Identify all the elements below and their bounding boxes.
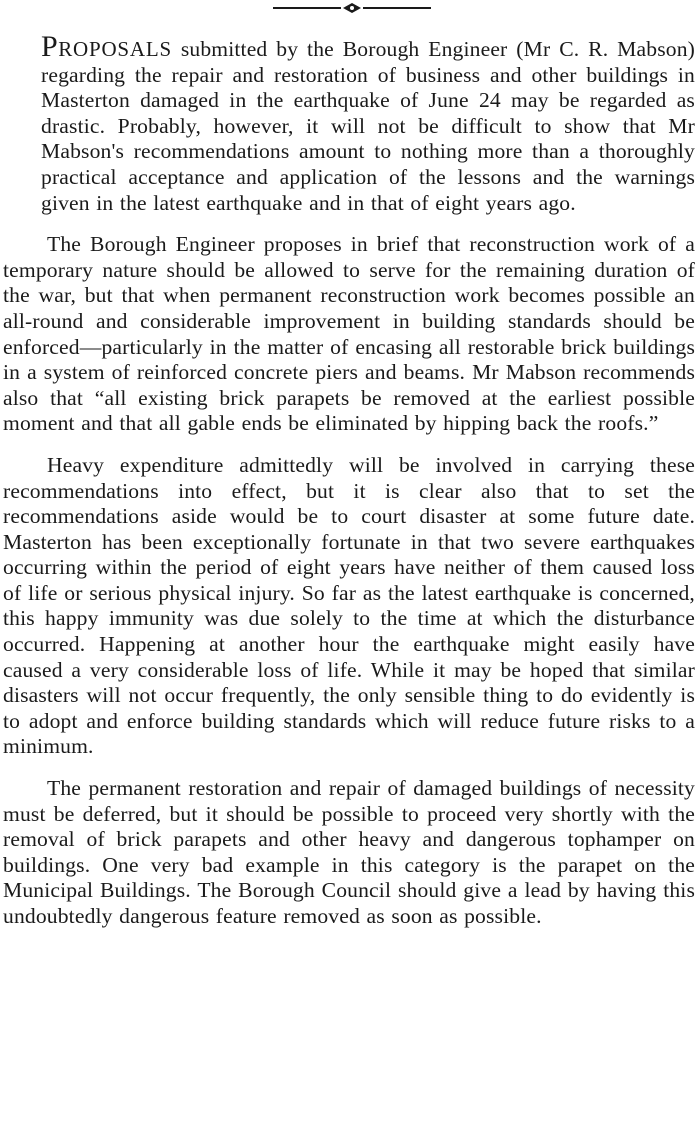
lead-paragraph (3, 30, 695, 216)
drop-cap: P (41, 30, 59, 63)
lead-caps-word: ROPOSALS (58, 37, 172, 61)
lead-text: submitted by the Borough Engineer (Mr C. R. Mabson) regarding the repair and restoration of business and other buildings in Masterton damaged in the earthquake of June 24 may be regarded as drastic. Probably, however, it will not be difficult to show that Mr Mabson's recommendations amount to nothing more than a thoroughly practical acceptance and application of the lessons and the warnings given in the latest earthquake and in that of eight years ago. (41, 37, 695, 215)
article-paragraph: The Borough Engineer proposes in brief that reconstruction work of a temporary nature should be allowed to serve for the remaining duration of the war, but that when permanent reconstruction work becomes possible an all-round and considerable improvement in building standards should be enforced—particularly in the matter of encasing all restorable brick buildings in a system of reinforced concrete piers and beams. Mr Mabson recommends also that “all existing brick parapets be removed at the earliest possible moment and that all gable ends be eliminated by hipping back the roofs.” (3, 232, 695, 436)
article-paragraph: Heavy expenditure admittedly will be involved in carrying these recommendations into effect, but it is clear also that to set the recommendations aside would be to court disaster at some future date. Masterton has been exceptionally fortunate in that two severe earthquakes occurring within the period of eight years have neither of them caused loss of life or serious physical injury. So far as the latest earthquake is concerned, this happy immunity was due solely to the time at which the disturbance occurred. Happening at another hour the earthquake might easily have caused a very considerable loss of life. While it may be hoped that similar disasters will not occur frequently, the only sensible thing to do evidently is to adopt and enforce building standards which will reduce future risks to a minimum. (3, 452, 695, 759)
article-paragraph: The permanent restoration and repair of damaged buildings of necessity must be deferred, but it should be possible to proceed very shortly with the removal of brick parapets and other heavy and dangerous tophamper on buildings. One very bad example in this category is the parapet on the Municipal Buildings. The Borough Council should give a lead by having this undoubtedly dangerous feature removed as soon as possible. (3, 776, 695, 928)
ornamental-rule (273, 2, 431, 14)
article-body (3, 30, 695, 930)
